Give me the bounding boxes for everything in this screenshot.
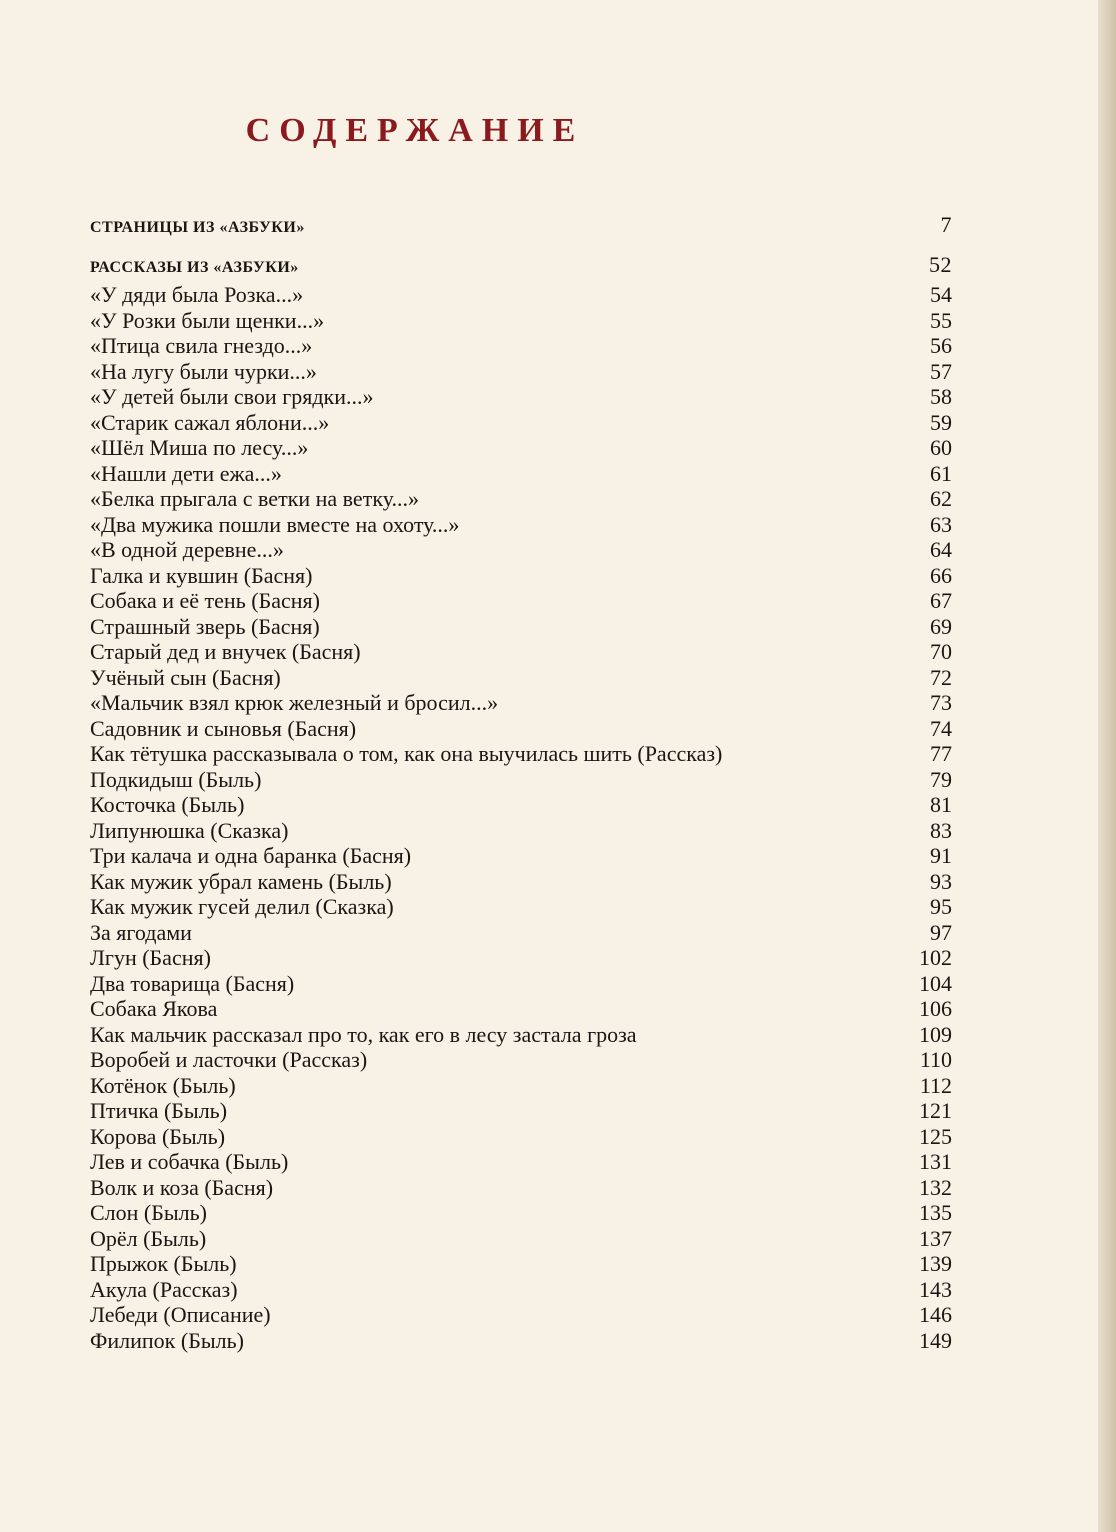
toc-entry[interactable] [90,716,952,742]
toc-entry[interactable] [90,205,952,245]
entry-title: «На лугу были чурки...» [90,358,317,384]
entry-title: Воробей и ласточки (Рассказ) [90,1047,368,1072]
entry-title: Как мужик убрал камень (Быль) [90,868,392,894]
dot-leader [335,410,916,436]
toc-entry[interactable] [90,741,952,767]
toc-entry[interactable] [90,894,952,920]
dot-leader [212,1226,916,1252]
entry-title: Галка и кувшин (Басня) [90,562,313,588]
dot-leader [277,1302,916,1328]
toc-entry[interactable] [90,920,952,946]
dot-leader [398,869,916,895]
toc-sections [90,205,952,285]
toc-entry[interactable] [90,869,952,895]
entry-title: «У детей были свои грядки...» [90,384,374,409]
entry-title: Страшный зверь (Басня) [90,613,320,639]
entry-title: Садовник и сыновья (Басня) [90,715,357,741]
entry-title: Как тётушка рассказывала о том, как она выучилась шить (Рассказ) [90,741,723,766]
entry-page-number: 146 [919,1302,952,1327]
toc-entry[interactable] [90,1073,952,1099]
dot-leader [242,1073,916,1099]
dot-leader [243,1251,916,1277]
entry-page-number: 61 [930,460,952,486]
dot-leader [373,1047,916,1073]
entry-title: Косточка (Быль) [90,792,245,817]
dot-leader [465,512,916,538]
toc-entry[interactable] [90,1302,952,1328]
entry-title: Волк и коза (Басня) [90,1174,274,1200]
dot-leader [314,435,916,461]
entry-page-number: 121 [919,1098,952,1123]
dot-leader [504,690,916,716]
entry-page-number: 64 [930,537,952,562]
dot-leader [300,971,916,997]
toc-entry[interactable] [90,1175,952,1201]
dot-leader [279,1175,916,1201]
toc-entry[interactable] [90,1047,952,1073]
dot-leader [267,767,916,793]
dot-leader [223,996,916,1022]
entry-title: Прыжок (Быль) [90,1251,237,1276]
dot-leader [250,1328,916,1354]
entry-page-number: 63 [930,511,952,537]
entry-page-number: 110 [919,1047,952,1072]
entry-page-number: 60 [930,435,952,460]
toc-entry[interactable] [90,461,952,487]
entry-title: «Два мужика пошли вместе на охоту...» [90,511,460,537]
dot-leader [213,1200,916,1226]
toc-entry[interactable] [90,410,952,436]
entry-page-number: 7 [940,212,952,237]
entry-title: Как мальчик рассказал про то, как его в лесу застала гроза [90,1021,637,1047]
toc-entry[interactable] [90,333,952,359]
toc-entry[interactable] [90,308,952,334]
entry-title: Лев и собачка (Быль) [90,1149,289,1174]
dot-leader [294,1149,916,1175]
entry-page-number: 72 [930,664,952,690]
dot-leader [318,563,916,589]
toc-entry[interactable] [90,639,952,665]
entry-page-number: 77 [930,741,952,766]
entry-title: Подкидыш (Быль) [90,766,262,792]
toc-entry[interactable] [90,563,952,589]
entry-page-number: 91 [930,843,952,868]
dot-leader [250,792,916,818]
entry-page-number: 52 [929,252,952,277]
entry-page-number: 69 [930,613,952,639]
entry-title: Липунюшка (Сказка) [90,817,289,843]
toc-entry[interactable] [90,818,952,844]
entry-title: За ягодами [90,919,192,945]
entry-title: Учёный сын (Басня) [90,664,281,690]
dot-leader [417,843,916,869]
entry-title: «Нашли дети ежа...» [90,460,282,486]
dot-leader [295,818,917,844]
toc-entry[interactable] [90,690,952,716]
entry-page-number: 106 [919,996,952,1021]
toc-entry[interactable] [90,486,952,512]
toc-entry[interactable] [90,1200,952,1226]
entry-title: Лгун (Басня) [90,945,211,970]
entry-page-number: 55 [930,307,952,333]
dot-leader [330,308,916,334]
entry-title: «В одной деревне...» [90,537,284,562]
toc-entry[interactable] [90,588,952,614]
entry-page-number: 62 [930,486,952,511]
toc-entry[interactable] [90,1149,952,1175]
dot-leader [643,1022,916,1048]
entry-page-number: 132 [919,1174,952,1200]
entry-title: Котёнок (Быль) [90,1072,236,1098]
entry-title: Птичка (Быль) [90,1098,228,1123]
entry-title: Лебеди (Описание) [90,1302,271,1327]
toc-entries [90,282,952,1353]
entry-page-number: 81 [930,792,952,817]
entry-title: «Птица свила гнездо...» [90,333,313,358]
toc-entry[interactable] [90,384,952,410]
dot-leader [326,588,916,614]
entry-page-number: 59 [930,409,952,435]
toc-entry[interactable] [90,1124,952,1150]
entry-page-number: 57 [930,358,952,384]
entry-title: «Белка прыгала с ветки на ветку...» [90,486,419,511]
entry-page-number: 149 [919,1327,952,1353]
toc-entry[interactable] [90,665,952,691]
entry-page-number: 70 [930,639,952,664]
entry-page-number: 54 [930,282,952,307]
dot-leader [287,665,916,691]
entry-page-number: 67 [930,588,952,613]
dot-leader [400,894,916,920]
toc-entry[interactable] [90,843,952,869]
entry-page-number: 139 [919,1251,952,1276]
entry-title: Слон (Быль) [90,1200,208,1225]
dot-leader [233,1098,916,1124]
entry-title: «У Розки были щенки...» [90,307,325,333]
entry-page-number: 66 [930,562,952,588]
dot-leader [309,282,916,308]
toc-entry[interactable] [90,792,952,818]
entry-title: РАССКАЗЫ ИЗ «АЗБУКИ» [90,259,299,276]
toc-entry[interactable] [90,282,952,308]
dot-leader [217,945,916,971]
entry-page-number: 74 [930,715,952,741]
toc-entry[interactable] [90,245,952,285]
toc-entry[interactable] [90,359,952,385]
dot-leader [231,1124,916,1150]
toc-entry[interactable] [90,1226,952,1252]
toc-entry[interactable] [90,1251,952,1277]
entry-title: Как мужик гусей делил (Сказка) [90,894,394,919]
entry-title: «Шёл Миша по лесу...» [90,435,309,460]
toc-entry[interactable] [90,435,952,461]
toc-entry[interactable] [90,767,952,793]
entry-page-number: 112 [919,1072,952,1098]
entry-page-number: 93 [930,868,952,894]
entry-title: Три калача и одна баранка (Басня) [90,843,412,868]
dot-leader [198,920,916,946]
entry-page-number: 102 [919,945,952,970]
dot-leader [326,614,916,640]
entry-page-number: 143 [919,1276,952,1302]
toc-entry[interactable] [90,1098,952,1124]
dot-leader [323,359,916,385]
toc-entry[interactable] [90,512,952,538]
dot-leader [380,384,917,410]
page-title: СОДЕРЖАНИЕ [245,112,585,149]
entry-page-number: 125 [919,1123,952,1149]
entry-page-number: 95 [930,894,952,919]
entry-title: Собака Якова [90,996,218,1021]
entry-page-number: 137 [919,1225,952,1251]
entry-page-number: 135 [919,1200,952,1225]
dot-leader [367,639,916,665]
dot-leader [311,205,916,245]
toc-entry[interactable] [90,945,952,971]
entry-title: Орёл (Быль) [90,1225,207,1251]
entry-page-number: 58 [930,384,952,409]
entry-title: Корова (Быль) [90,1123,226,1149]
entry-title: Акула (Рассказ) [90,1276,238,1302]
entry-title: Старый дед и внучек (Басня) [90,639,361,664]
dot-leader [425,486,916,512]
dot-leader [288,461,916,487]
dot-leader [244,1277,916,1303]
entry-title: «Старик сажал яблони...» [90,409,330,435]
entry-title: «Мальчик взял крюк железный и бросил...» [90,690,499,715]
dot-leader [305,245,916,285]
entry-title: Собака и её тень (Басня) [90,588,320,613]
page-edge [1098,0,1116,1532]
dot-leader [290,537,916,563]
dot-leader [318,333,916,359]
entry-page-number: 97 [930,919,952,945]
entry-title: Два товарища (Басня) [90,970,295,996]
entry-page-number: 73 [930,690,952,715]
toc-entry[interactable] [90,996,952,1022]
entry-title: Филипок (Быль) [90,1327,244,1353]
entry-page-number: 56 [930,333,952,358]
toc-entry[interactable] [90,537,952,563]
toc-entry[interactable] [90,1328,952,1354]
entry-page-number: 109 [919,1021,952,1047]
entry-page-number: 131 [919,1149,952,1174]
toc-entry[interactable] [90,1022,952,1048]
toc-entry[interactable] [90,1277,952,1303]
entry-page-number: 79 [930,766,952,792]
entry-page-number: 83 [930,817,952,843]
toc-entry[interactable] [90,971,952,997]
entry-page-number: 104 [919,970,952,996]
dot-leader [728,741,916,767]
entry-title: СТРАНИЦЫ ИЗ «АЗБУКИ» [90,219,305,236]
entry-title: «У дяди была Розка...» [90,282,304,307]
toc-entry[interactable] [90,614,952,640]
dot-leader [362,716,916,742]
